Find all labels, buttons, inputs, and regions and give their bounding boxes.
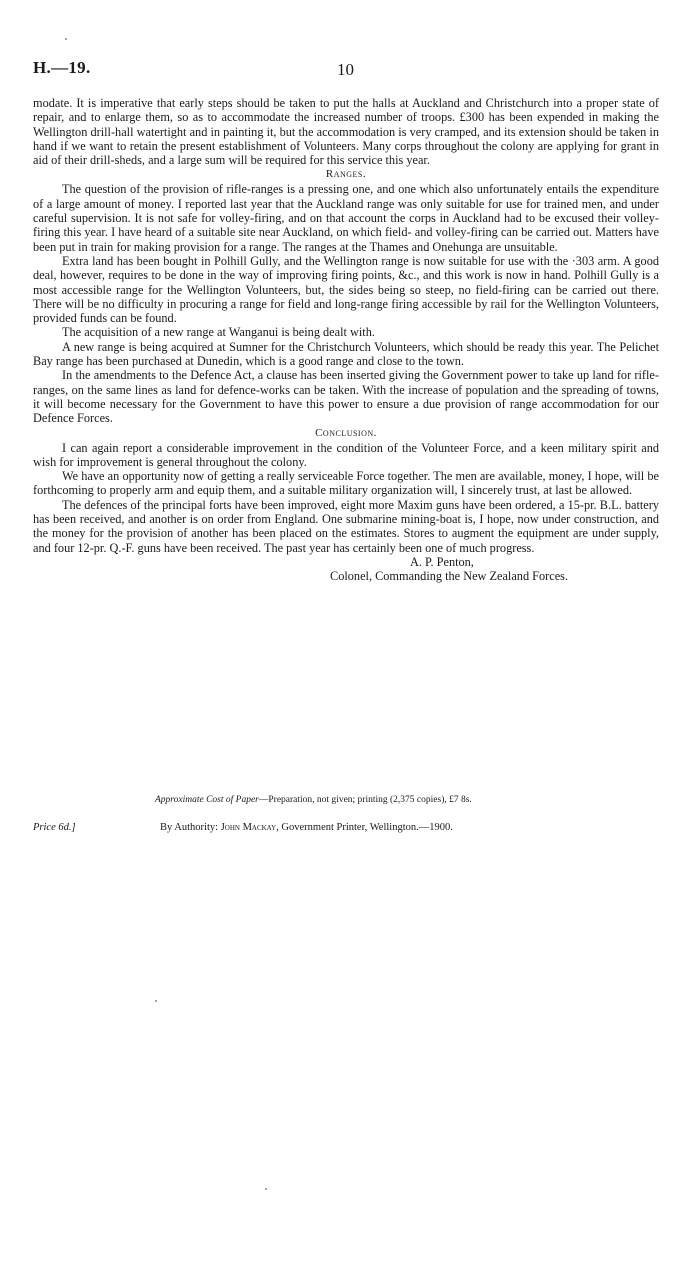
paragraph-ranges-5: In the amendments to the Defence Act, a clause has been inserted giving the Government power to take up land for rifle-ranges, on the same lines as land for defence-works can be taken. With the increase of population and the spreading of towns, it will become necessary for the Government to have this power to ensure a due provision of range accommodation for our Defence Forces. bbox=[33, 368, 659, 426]
paragraph-drill-halls: modate. It is imperative that early steps should be taken to put the halls at Auckland and Christchurch into a proper state of repair, and to enlarge them, so as to accommodate the increased number of troops. £300 has been expended in making the Wellington drill-hall watertight and in painting it, but the accommodation is very cramped, and its extension should be taken in hand if we want to retain the present establishment of Volunteers. Many corps throughout the colony are applying for grant in aid of their drill-sheds, and a large sum will be required for this service this year. bbox=[33, 96, 659, 168]
paragraph-conclusion-3: The defences of the principal forts have been improved, eight more Maxim guns have been ordered, a 15-pr. B.L. battery has been received, and another is on order from England. One submarine mining-boat is, I hope, now under construction, and the money for the provision of another has been placed on the estimates. Stores to augment the equipment are under supply, and four 12-pr. Q.-F. guns have been received. The past year has certainly been one of much progress. bbox=[33, 497, 659, 555]
section-heading-conclusion: Conclusion. bbox=[315, 426, 377, 439]
signature-block bbox=[33, 555, 659, 585]
paper-speck bbox=[65, 38, 67, 40]
price-label: Price 6d.] bbox=[33, 822, 76, 833]
paragraph-ranges-3: The acquisition of a new range at Wanganui is being dealt with. bbox=[62, 325, 375, 340]
cost-label: Approximate Cost of Paper bbox=[155, 795, 259, 805]
paper-speck bbox=[265, 1188, 267, 1190]
body-text bbox=[33, 96, 659, 585]
signatory-name: A. P. Penton, bbox=[410, 554, 474, 569]
signatory-title: Colonel, Commanding the New Zealand Forces. bbox=[330, 568, 569, 583]
paragraph-ranges-1: The question of the provision of rifle-ranges is a pressing one, and one which also unfortunately entails the expenditure of a large amount of money. I reported last year that the Auckland range was only suitable for use for trained men, and under careful supervision. It is not safe for volley-firing, and on that account the corps in Auckland had to be excused their volley-firing this year. I have heard of a suitable site near Auckland, on which field- and volley-firing can be carried out. Matters have been put in train for making provision for a range. The ranges at the Thames and Onehunga are unsuitable. bbox=[33, 182, 659, 254]
paragraph-conclusion-2: We have an opportunity now of getting a really serviceable Force together. The men are available, money, I hope, will be forthcoming to properly arm and equip them, and a suitable military organization will, I sincerely trust, at last be allowed. bbox=[33, 469, 659, 498]
report-id: H.—19. bbox=[33, 58, 91, 77]
printer-name: John Mackay, bbox=[220, 822, 279, 833]
authority-suffix: Government Printer, Wellington.—1900. bbox=[281, 822, 453, 833]
paragraph-ranges-4: A new range is being acquired at Sumner for the Christchurch Volunteers, which should be ready this year. The Pelichet Bay range has been purchased at Dunedin, which is a good range and close to the town. bbox=[33, 339, 659, 369]
section-heading-ranges: Ranges. bbox=[325, 168, 367, 181]
cost-detail: —Preparation, not given; printing (2,375 copies), £7 8s. bbox=[258, 795, 472, 805]
cost-of-paper-note bbox=[155, 795, 472, 805]
paper-speck bbox=[155, 1000, 157, 1002]
page-number: 10 bbox=[337, 60, 354, 79]
authority-prefix: By Authority: bbox=[160, 822, 219, 833]
paragraph-conclusion-1: I can again report a considerable improvement in the condition of the Volunteer Force, and a keen military spirit and wish for improvement is general throughout the colony. bbox=[33, 440, 659, 469]
authority-line bbox=[160, 822, 453, 833]
paragraph-ranges-2: Extra land has been bought in Polhill Gully, and the Wellington range is now suitable for use with the ·303 arm. A good deal, however, requires to be done in the way of improving firing points, &c., and this work is now in hand. Polhill Gully is a most accessible range for the Wellington Volunteers, but, the sides being so steep, no field-firing can be carried out there. There will be no difficulty in procuring a range for field and long-range firing accessible by rail for the Wellington Volunteers, provided funds can be found. bbox=[33, 253, 659, 326]
